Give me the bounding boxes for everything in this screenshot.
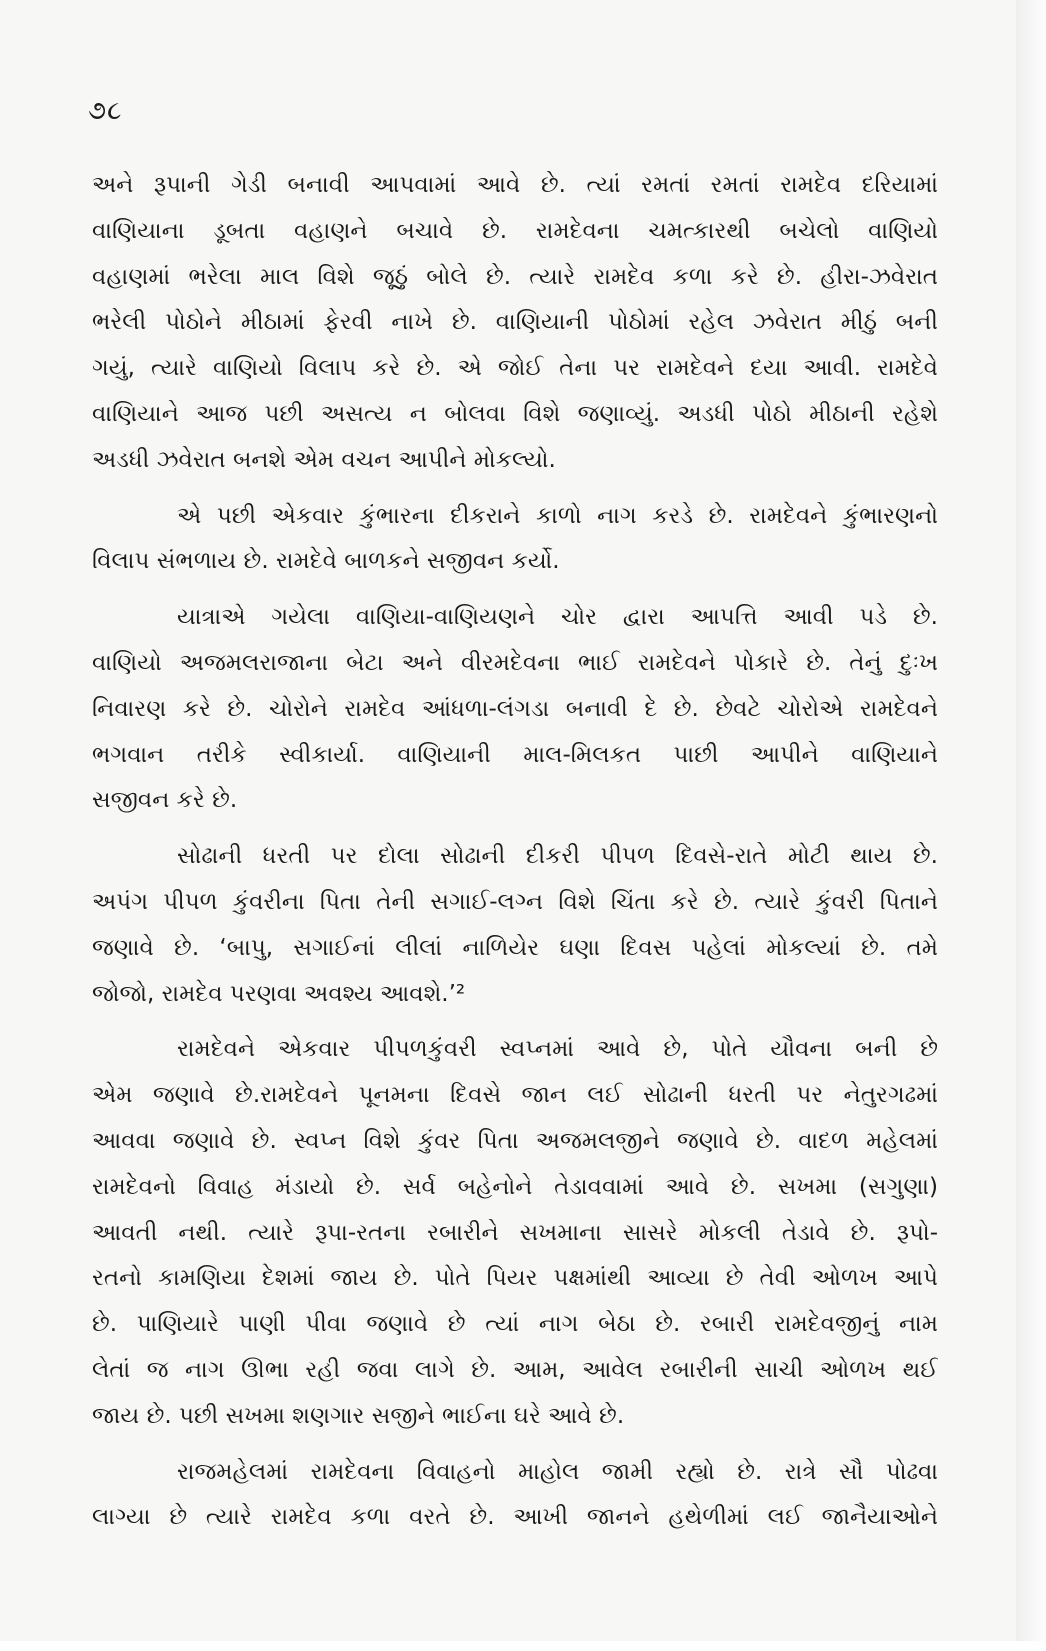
text-line: અને રૂપાની ગેડી બનાવી આપવામાં આવે છે. ત્યાં રમતાં રમતાં રામદેવ દરિયામાં <box>92 172 938 198</box>
page-number: ૭૮ <box>88 96 123 126</box>
paragraph-gap <box>92 824 938 834</box>
text-line: વિલાપ સંભળાય છે. રામદેવે બાળકને સજીવન કર્યો. <box>92 548 560 575</box>
text-line: વહાણમાં ભરેલા માલ વિશે જૂઠું બોલે છે. ત્યારે રામદેવ કળા કરે છે. હીરા-ઝવેરાત <box>92 263 938 290</box>
text-line: વાણિયાને આજ પછી અસત્ય ન બોલવા વિશે જણાવ્યું. અડધી પોઠો મીઠાની રહેશે <box>92 400 938 427</box>
paragraph-2 <box>92 494 938 586</box>
text-line: સોઢાની ધરતી પર દોલા સોઢાની દીકરી પીપળ દિવસે-રાતે મોટી થાય છે. <box>177 843 938 870</box>
text-line: રામદેવનો વિવાહ મંડાયો છે. સર્વ બહેનોને તેડાવવામાં આવે છે. સખમા (સગુણા) <box>92 1173 938 1200</box>
text-line: ગયું, ત્યારે વાણિયો વિલાપ કરે છે. એ જોઈ તેના પર રામદેવને દયા આવી. રામદેવે <box>92 355 938 382</box>
paragraph-1 <box>92 163 938 484</box>
text-line: એમ જણાવે છે.રામદેવને પૂનમના દિવસે જાન લઈ સોઢાની ધરતી પર નેતુરગઢમાં <box>92 1082 938 1109</box>
text-line: વાણિયો અજમલરાજાના બેટા અને વીરમદેવના ભાઈ રામદેવને પોકારે છે. તેનું દુઃખ <box>92 649 938 676</box>
text-line: અપંગ પીપળ કુંવરીના પિતા તેની સગાઈ-લગ્ન વિશે ચિંતા કરે છે. ત્યારે કુંવરી પિતાને <box>92 888 938 915</box>
paragraph-4 <box>92 834 938 1017</box>
paragraph-3 <box>92 595 938 824</box>
paragraph-gap <box>92 1440 938 1450</box>
text-line: ભગવાન તરીકે સ્વીકાર્યા. વાણિયાની માલ-મિલકત પાછી આપીને વાણિયાને <box>92 741 938 768</box>
paragraph-6 <box>92 1450 938 1542</box>
text-line: રતનો કામણિયા દેશમાં જાય છે. પોતે પિયર પક્ષમાંથી આવ્યા છે તેવી ઓળખ આપે <box>92 1265 938 1292</box>
body-text <box>92 163 938 1541</box>
scan-edge-bottom <box>0 1641 1046 1651</box>
text-line: જોજો, રામદેવ પરણવા અવશ્ય આવશે.’² <box>92 980 466 1007</box>
text-line: યાત્રાએ ગયેલા વાણિયા-વાણિયણને ચોર દ્વારા આપત્તિ આવી પડે છે. <box>177 604 938 631</box>
text-line: જાય છે. પછી સખમા શણગાર સજીને ભાઈના ઘરે આવે છે. <box>92 1402 625 1429</box>
text-line: રાજમહેલમાં રામદેવના વિવાહનો માહોલ જામી રહ્યો છે. રાત્રે સૌ પોઢવા <box>177 1458 938 1485</box>
text-line: આવવા જણાવે છે. સ્વપ્ન વિશે કુંવર પિતા અજમલજીને જણાવે છે. વાદળ મહેલમાં <box>92 1127 938 1154</box>
text-line: એ પછી એકવાર કુંભારના દીકરાને કાળો નાગ કરડે છે. રામદેવને કુંભારણનો <box>177 502 938 529</box>
text-line: રામદેવને એકવાર પીપળકુંવરી સ્વપ્નમાં આવે છે, પોતે યૌવના બની છે <box>177 1036 938 1063</box>
paragraph-gap <box>92 1017 938 1027</box>
paragraph-gap <box>92 484 938 494</box>
text-line: લેતાં જ નાગ ઊભા રહી જવા લાગે છે. આમ, આવેલ રબારીની સાચી ઓળખ થઈ <box>92 1356 938 1383</box>
text-line: આવતી નથી. ત્યારે રૂપા-રતના રબારીને સખમાના સાસરે મોકલી તેડાવે છે. રૂપો- <box>92 1219 938 1246</box>
text-line: જણાવે છે. ‘બાપુ, સગાઈનાં લીલાં નાળિયેર ઘણા દિવસ પહેલાં મોકલ્યાં છે. તમે <box>92 934 938 961</box>
scan-edge-shadow <box>1016 0 1046 1651</box>
paragraph-gap <box>92 585 938 595</box>
text-line: સજીવન કરે છે. <box>92 787 238 814</box>
paragraph-5 <box>92 1027 938 1439</box>
text-line: નિવારણ કરે છે. ચોરોને રામદેવ આંધળા-લંગડા બનાવી દે છે. છેવટે ચોરોએ રામદેવને <box>92 695 938 722</box>
text-line: લાગ્યા છે ત્યારે રામદેવ કળા વરતે છે. આખી જાનને હથેળીમાં લઈ જાનૈયાઓને <box>92 1504 938 1531</box>
text-line: વાણિયાના ડૂબતા વહાણને બચાવે છે. રામદેવના ચમત્કારથી બચેલો વાણિયો <box>92 217 938 244</box>
text-line: અડધી ઝવેરાત બનશે એમ વચન આપીને મોકલ્યો. <box>92 446 556 473</box>
text-line: ભરેલી પોઠોને મીઠામાં ફેરવી નાખે છે. વાણિયાની પોઠોમાં રહેલ ઝવેરાત મીઠું બની <box>92 309 938 336</box>
text-line: છે. પાણિયારે પાણી પીવા જણાવે છે ત્યાં નાગ બેઠા છે. રબારી રામદેવજીનું નામ <box>92 1311 938 1338</box>
